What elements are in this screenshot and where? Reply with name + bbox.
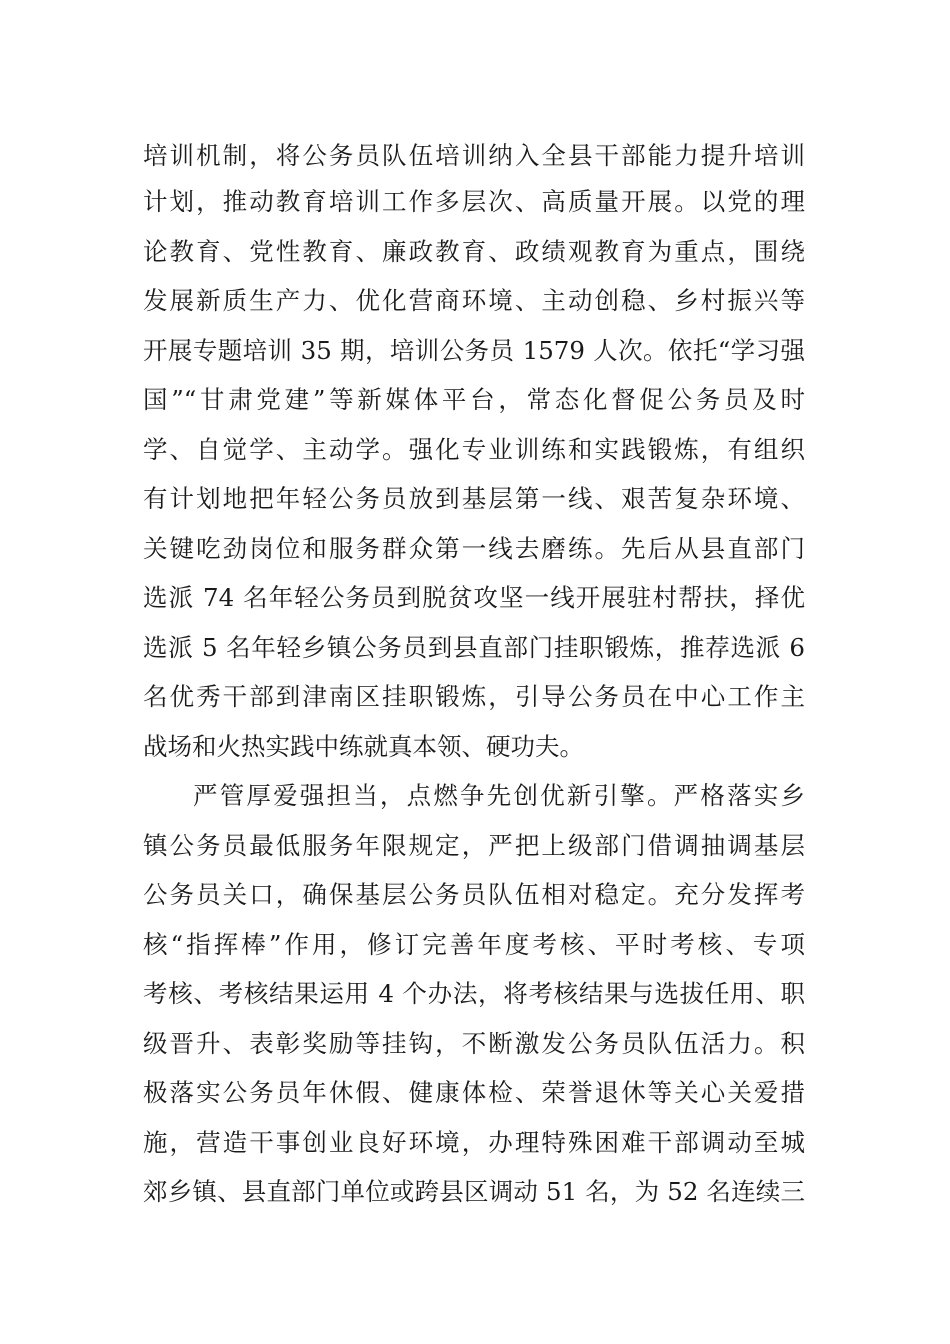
paragraph-1-line: 论教育、党性教育、廉政教育、政绩观教育为重点，围绕 [143,237,805,266]
paragraph-2-line: 施，营造干事创业良好环境，办理特殊困难干部调动至城 [143,1128,805,1157]
paragraph-2-line: 极落实公务员年休假、健康体检、荣誉退休等关心关爱措 [143,1078,805,1107]
paragraph-1-line: 学、自觉学、主动学。强化专业训练和实践锻炼，有组织 [143,435,805,464]
paragraph-2-line: 公务员关口，确保基层公务员队伍相对稳定。充分发挥考 [143,880,805,909]
paragraph-1-line: 名优秀干部到津南区挂职锻炼，引导公务员在中心工作主 [143,682,805,711]
paragraph-1-line: 关键吃劲岗位和服务群众第一线去磨练。先后从县直部门 [143,534,805,563]
paragraph-1-line: 开展专题培训 35 期，培训公务员 1579 人次。依托“学习强 [143,336,805,365]
paragraph-2-line: 级晋升、表彰奖励等挂钩，不断激发公务员队伍活力。积 [143,1029,805,1058]
paragraph-1-line: 发展新质生产力、优化营商环境、主动创稳、乡村振兴等 [143,286,805,315]
paragraph-2-first-line: 严管厚爱强担当，点燃争先创优新引擎。严格落实乡 [193,781,805,810]
paragraph-2-line: 核“指挥棒”作用，修订完善年度考核、平时考核、专项 [143,930,805,959]
paragraph-1-line: 国”“甘肃党建”等新媒体平台，常态化督促公务员及时 [143,385,805,414]
paragraph-1-line: 选派 74 名年轻公务员到脱贫攻坚一线开展驻村帮扶，择优 [143,583,805,612]
paragraph-2-line: 镇公务员最低服务年限规定，严把上级部门借调抽调基层 [143,831,805,860]
paragraph-2-line: 郊乡镇、县直部门单位或跨县区调动 51 名，为 52 名连续三 [143,1177,805,1206]
paragraph-1-line: 培训机制，将公务员队伍培训纳入全县干部能力提升培训 [143,141,805,170]
paragraph-1-line: 计划，推动教育培训工作多层次、高质量开展。以党的理 [143,187,805,216]
paragraph-1-last-line: 战场和火热实践中练就真本领、硬功夫。 [143,732,584,761]
paragraph-2-line: 考核、考核结果运用 4 个办法，将考核结果与选拔任用、职 [143,979,805,1008]
paragraph-1-line: 有计划地把年轻公务员放到基层第一线、艰苦复杂环境、 [143,484,805,513]
paragraph-1-line: 选派 5 名年轻乡镇公务员到县直部门挂职锻炼，推荐选派 6 [143,633,805,662]
